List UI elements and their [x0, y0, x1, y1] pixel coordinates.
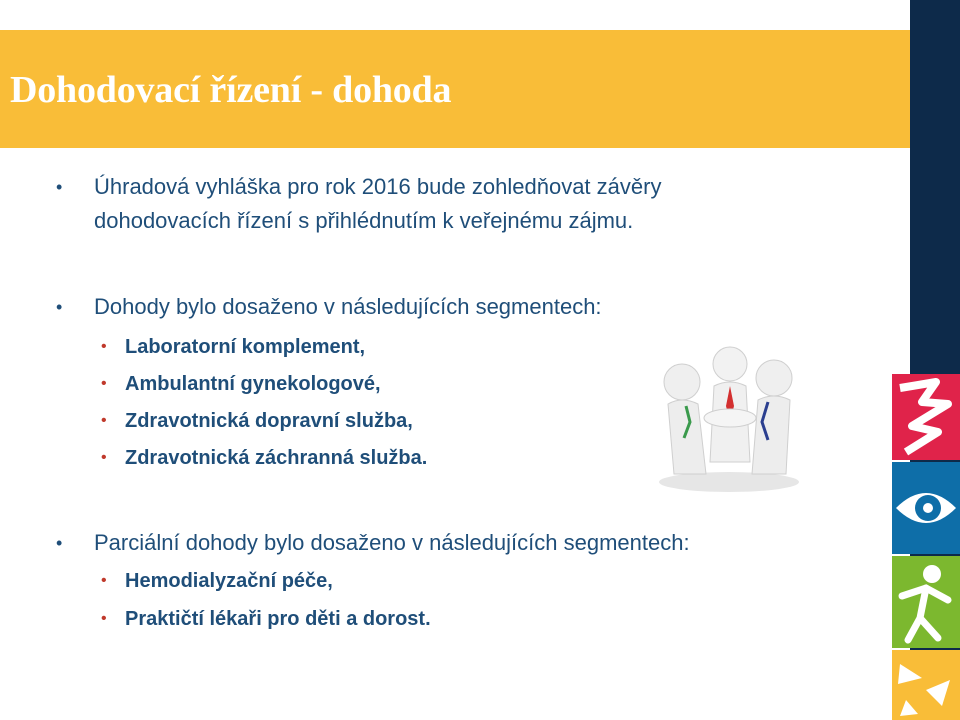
- segment-item: Ambulantní gynekologové,: [125, 373, 381, 395]
- red-logo-tile-icon: [892, 374, 960, 460]
- sub-bullet-marker: •: [101, 449, 107, 466]
- yellow-sun-tile-icon: [892, 650, 960, 720]
- bullet3-text: Parciální dohody bylo dosaženo v následujících segmentech:: [94, 530, 690, 555]
- partial-segment-item: Hemodialyzační péče,: [125, 570, 333, 592]
- sub-bullet-marker: •: [101, 572, 107, 589]
- sub-bullet-marker: •: [101, 338, 107, 355]
- segment-item: Zdravotnická záchranná služba.: [125, 447, 428, 469]
- sub-bullet-marker: •: [101, 412, 107, 429]
- bullet1-line2: dohodovacích řízení s přihlédnutím k veřejnému zájmu.: [94, 208, 634, 233]
- team-hands-together-icon: [646, 342, 812, 494]
- green-figure-tile-icon: [892, 556, 960, 648]
- slide-title: Dohodovací řízení - dohoda: [10, 69, 452, 111]
- segment-item: Laboratorní komplement,: [125, 336, 366, 358]
- sub-bullet-marker: •: [101, 610, 107, 627]
- bullet1-line1: Úhradová vyhláška pro rok 2016 bude zohledňovat závěry: [94, 174, 662, 199]
- partial-segment-item: Praktičtí lékaři pro děti a dorost.: [125, 608, 431, 630]
- segment-item: Zdravotnická dopravní služba,: [125, 410, 413, 432]
- bullet2-text: Dohody bylo dosaženo v následujících segmentech:: [94, 294, 602, 319]
- sub-bullet-marker: •: [101, 375, 107, 392]
- eye-logo-tile-icon: [892, 462, 960, 554]
